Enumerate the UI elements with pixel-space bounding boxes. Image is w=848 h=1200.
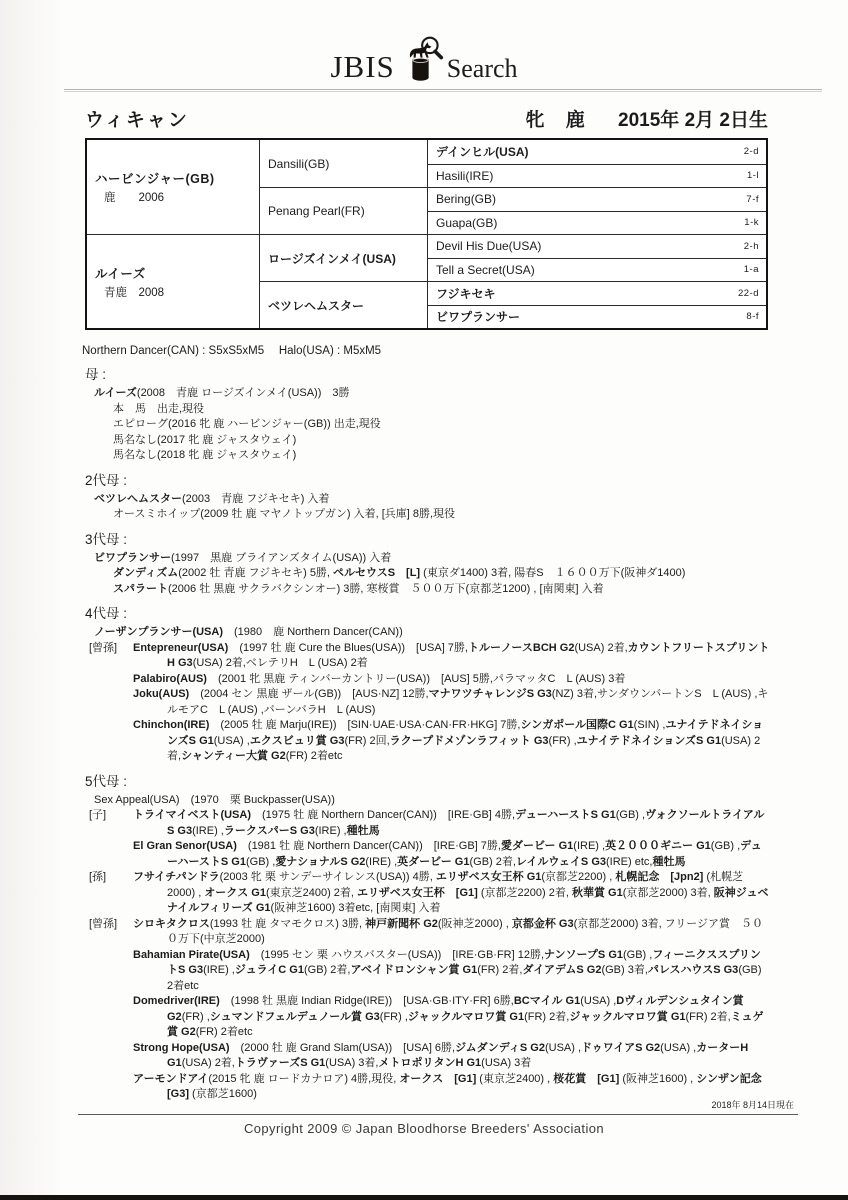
family-number: 1-k <box>744 217 759 229</box>
pedigree-cell-g7: フジキセキ 22-d <box>427 281 766 305</box>
horse-line: ビワプランサー(1997 黒鹿 ブライアンズタイム(USA)) 入着 <box>94 551 392 564</box>
offspring-line: [孫] フサイチパンドラ(2003 牝 栗 サンデーサイレンス(USA)) 4勝, エリザベス女王杯 G1(京都芝2200) , 札幌記念 [Jpn2] (札幌芝2000) , オークス G1(東京芝2400) 2着, エリザベス女王杯 [G1] (京都芝2200) 2着, 秋華賞 G1(京都芝2000) 3着, 阪神ジュベナイルフィリーズ G1(阪神芝1600) 3着etc, [南関東] 入着 <box>89 871 769 914</box>
offspring-line: Bahamian Pirate(USA) (1995 セン 栗 ハウスバスター(USA)) [IRE·GB·FR] 12勝,ナンソープS G1(GB) ,フィーニクススプリントS G3(IRE) ,ジュライC G1(GB) 2着,アベイドロンシャン賞 G1(FR) 2着,ダイアデムS G2(GB) 3着,パレスハウスS G3(GB) 2着etc <box>133 948 762 992</box>
family-number: 2-d <box>743 146 759 158</box>
logo-text-jbis: JBIS <box>330 49 395 84</box>
pedigree-cell-dam-sire: ロージズインメイ(USA) <box>259 234 427 281</box>
jbis-horse-magnifier-icon <box>399 35 451 85</box>
section-heading: 3代母 : <box>85 531 128 547</box>
pedigree-cell-sire-sire: Dansili(GB) <box>259 140 427 187</box>
family-number: 2-h <box>743 240 759 252</box>
scan-edge <box>0 1195 848 1200</box>
section-heading: 母 : <box>85 367 107 382</box>
offspring-line: [曾孫] Entepreneur(USA) (1997 牡 鹿 Cure the Blues(USA)) [USA] 7勝,トルーノースBCH G2(USA) 2着,カウントフリートスプリントH G3(USA) 2着,ベレテリH L (USA) 2着 <box>89 641 770 669</box>
offspring-line: 馬名なし(2018 牝 鹿 ジャスタウェイ) <box>113 449 297 461</box>
offspring-line: アーモンドアイ(2015 牝 鹿 ロードカナロア) 4勝,現役, オークス [G1] (東京芝2400) , 桜花賞 [G1] (阪神芝1600) , シンザン記念 [G3] (京都芝1600) <box>133 1072 773 1100</box>
horse-name: ウィキャン <box>85 110 189 131</box>
horse-line: ベツレヘムスター(2003 青鹿 フジキセキ) 入着 <box>94 492 330 505</box>
pedigree-cell-g8: ビワプランサー 8-f <box>427 305 766 329</box>
logo-text-search: Search <box>446 54 518 83</box>
pedigree-cell-sire <box>87 140 259 234</box>
offspring-line: Chinchon(IRE) (2005 牡 鹿 Marju(IRE)) [SIN·UAE·USA·CAN·FR·HKG] 7勝,シンガポール国際C G1(SIN) ,ユナイテドネイションズS G1(USA) ,エクスビュリ賞 G3(FR) 2回,ラクープドメゾンラフィット G3(FR) ,ユナイテドネイションズS G1(USA) 2着,シャンティー大賞 G2(FR) 2着etc <box>133 719 764 762</box>
section-dam <box>85 367 770 464</box>
offspring-line: 馬名なし(2017 牝 鹿 ジャスタウェイ) <box>113 433 297 446</box>
pedigree-cell-g4: Guapa(GB) 1-k <box>427 211 766 235</box>
sire-name: ハービンジャー(GB) <box>95 172 215 186</box>
sire-detail: 鹿 2006 <box>104 192 165 204</box>
horse-line: ノーザンプランサー(USA) (1980 鹿 Northern Dancer(CAN)) <box>94 626 403 638</box>
family-number: 1-a <box>743 264 759 276</box>
offspring-line: オースミホイップ(2009 牡 鹿 マヤノトップガン) 入着, [兵庫] 8勝,現役 <box>113 508 456 520</box>
dam-name: ルイーズ <box>95 266 146 281</box>
section-fourth-dam <box>85 606 770 765</box>
pedigree-cell-dam <box>87 234 259 328</box>
offspring-line: スパラート(2006 牡 黒鹿 サクラバクシンオー) 3勝, 寒桜賞 ５００万下(京都芝1200) , [南関東] 入着 <box>113 582 604 595</box>
offspring-line: Domedriver(IRE) (1998 牡 黒鹿 Indian Ridge(IRE)) [USA·GB·ITY·FR] 6勝,BCマイル G1(USA) ,Dヴィルデンシュタイン賞 G2(FR) ,シュマンドフェルデュノール賞 G3(FR) ,ジャックルマロワ賞 G1(FR) 2着,ジャックルマロワ賞 G1(FR) 2着,ミュゲ賞 G2(FR) 2着etc <box>133 995 764 1038</box>
section-granddam <box>85 473 770 523</box>
section-heading: 5代母 : <box>85 773 128 789</box>
pedigree-cell-g1: デインヒル(USA) 2-d <box>427 140 766 164</box>
offspring-line: [子] トライマイベスト(USA) (1975 牡 鹿 Northern Dancer(CAN)) [IRE·GB] 4勝,デューハーストS G1(GB) ,ヴォクソールトライアルS G3(IRE) ,ラークスパーS G3(IRE) ,種牡馬 <box>89 809 765 837</box>
offspring-line: [曾孫] シロキタクロス(1993 牡 鹿 タマモクロス) 3勝, 神戸新聞杯 G2(阪神芝2000) , 京都金杯 G3(京都芝2000) 3着, フリージア賞 ５００万下(中京芝2000) <box>89 917 764 945</box>
pedigree-cell-g2: Hasili(IRE) 1-l <box>427 164 766 188</box>
family-number: 8-f <box>746 311 759 323</box>
section-heading: 2代母 : <box>85 472 128 488</box>
offspring-line: ダンディズム(2002 牡 青鹿 フジキセキ) 5勝, ペルセウスS [L] (東京ダ1400) 3着, 陽春S １６００万下(阪神ダ1400) <box>113 567 686 579</box>
family-number: 1-l <box>746 170 759 182</box>
copyright-text: Copyright 2009 © Japan Bloodhorse Breeders' Association <box>244 1121 604 1136</box>
jbis-logo <box>0 0 848 82</box>
offspring-line: Strong Hope(USA) (2000 牡 鹿 Grand Slam(USA)) [USA] 6勝,ジムダンディS G2(USA) ,ドゥワイアS G2(USA) ,カーターH G1(USA) 2着,トラヴァーズS G1(USA) 3着,メトロポリタンH G1(USA) 3着 <box>133 1041 749 1069</box>
header-divider <box>26 89 822 92</box>
horse-line: Sex Appeal(USA) (1970 栗 Buckpasser(USA)) <box>94 793 335 806</box>
relation-label: [孫] <box>89 871 107 883</box>
relation-label: [子] <box>89 809 107 821</box>
as-of-date: 2018年 8月14日現在 <box>711 1100 794 1110</box>
pedigree-cell-g5: Devil His Due(USA) 2-h <box>427 234 766 258</box>
relation-label: [曾孫] <box>89 917 118 930</box>
offspring-line: El Gran Senor(USA) (1981 牡 鹿 Northern Dancer(CAN)) [IRE·GB] 7勝,愛ダービー G1(IRE) ,英２０００ギニー G1(GB) ,デューハーストS G1(GB) ,愛ナショナルS G2(IRE) ,英ダービー G1(GB) 2着,レイルウェイS G3(IRE) etc,種牡馬 <box>133 840 762 868</box>
pedigree-cell-g3: Bering(GB) 7-f <box>427 187 766 211</box>
title-row <box>85 105 768 132</box>
horse-meta <box>525 105 768 132</box>
family-number: 22-d <box>737 287 759 299</box>
relation-label: [曾孫] <box>89 641 118 654</box>
section-third-dam <box>85 532 770 598</box>
horse-birthdate: 2015年 2月 2日生 <box>618 110 768 131</box>
pedigree-table <box>85 138 768 330</box>
footer-divider <box>78 1114 798 1115</box>
offspring-line: Palabiro(AUS) (2001 牝 黒鹿 ティンバーカントリー(USA)) [AUS] 5勝,パラマッタC L (AUS) 3着 <box>133 672 626 685</box>
family-number: 7-f <box>746 193 759 205</box>
horse-coat: 鹿 <box>565 110 585 131</box>
section-fifth-dam <box>85 773 773 1103</box>
pedigree-cell-dam-dam: ベツレヘムスター <box>259 281 427 328</box>
offspring-line: 本 馬 出走,現役 <box>113 402 205 415</box>
inbreeding-note: Northern Dancer(CAN) : S5xS5xM5 Halo(USA) : M5xM5 <box>82 345 382 357</box>
horse-line: ルイーズ(2008 青鹿 ロージズインメイ(USA)) 3勝 <box>94 387 350 399</box>
offspring-line: Joku(AUS) (2004 セン 黒鹿 ザール(GB)) [AUS·NZ] 12勝,マナワツチャレンジS G3(NZ) 3着,サンダウンバートンS L (AUS) ,キルモアC L (AUS) ,バーンバラH L (AUS) <box>133 688 769 716</box>
horse-sex: 牝 <box>525 110 545 131</box>
section-heading: 4代母 : <box>85 606 128 621</box>
pedigree-cell-g6: Tell a Secret(USA) 1-a <box>427 258 766 282</box>
offspring-line: エピローグ(2016 牝 鹿 ハービンジャー(GB)) 出走,現役 <box>113 418 381 430</box>
pedigree-cell-sire-dam: Penang Pearl(FR) <box>259 187 427 234</box>
dam-detail: 青鹿 2008 <box>104 286 165 299</box>
